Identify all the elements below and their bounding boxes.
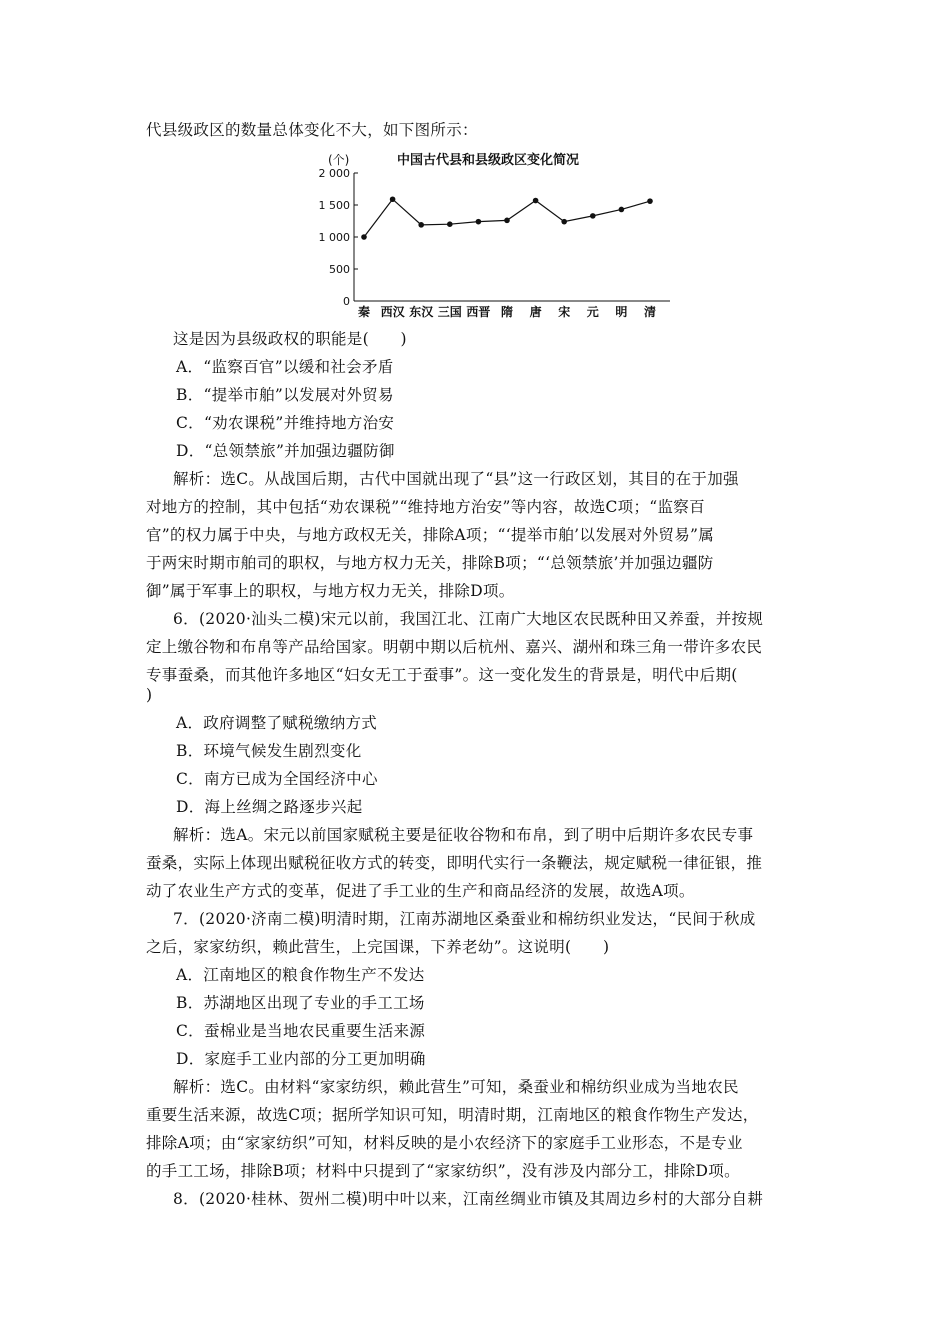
- q5-stem: 这是因为县级政权的职能是( ): [173, 330, 407, 348]
- q5-analysis-line: 解析：选C。从战国后期，古代中国就出现了“县”这一行政区划，其目的在于加强: [173, 470, 739, 488]
- q5-option-b: B．“提举市舶”以发展对外贸易: [176, 386, 394, 404]
- chart-x-tick-label: 宋: [558, 305, 571, 319]
- chart-x-tick-label: 明: [615, 305, 628, 319]
- q6-option-b: B．环境气候发生剧烈变化: [176, 742, 362, 760]
- q6-analysis-line: 蚕桑，实际上体现出赋税征收方式的转变，即明代实行一条鞭法，规定赋税一律征银，推: [146, 854, 763, 872]
- q6-option-d: D．海上丝绸之路逐步兴起: [176, 798, 363, 816]
- q7-analysis-line: 的手工工场，排除B项；材料中只提到了“家家纺织”，没有涉及内部分工，排除D项。: [146, 1162, 740, 1180]
- chart-x-ticks: [357, 304, 656, 319]
- q7-option-d: D．家庭手工业内部的分工更加明确: [176, 1050, 426, 1068]
- chart-title: 中国古代县和县级政区变化简况: [397, 153, 580, 168]
- q5-analysis-line: 御”属于军事上的职权，与地方权力无关，排除D项。: [146, 582, 515, 600]
- q5-analysis-line: 官”的权力属于中央，与地方政权无关，排除A项；“‘提举市舶’以发展对外贸易”属: [146, 526, 715, 544]
- chart-series: [361, 196, 653, 239]
- chart-x-tick-label: 元: [586, 305, 599, 319]
- q6-option-c: C．南方已成为全国经济中心: [176, 770, 378, 788]
- q5-analysis-line: 于两宋时期市舶司的职权，与地方权力无关，排除B项；“‘总领禁旅’并加强边疆防: [146, 554, 714, 572]
- chart-y-tick-label: 0: [343, 295, 350, 308]
- chart-x-tick-label: 西汉: [380, 305, 405, 319]
- q7-stem-line: 之后，家家纺织，赖此营生，上完国课，下养老幼”。这说明( ): [146, 938, 610, 956]
- chart-x-tick-label: 隋: [500, 305, 514, 319]
- q5-analysis-line: 对地方的控制，其中包括“劝农课税”“维持地方治安”等内容，故选C项；“监察百: [146, 498, 705, 516]
- chart-y-tick-label: 1 500: [318, 199, 350, 212]
- q7-option-a: A．江南地区的粮食作物生产不发达: [176, 966, 425, 984]
- chart-data-point: [476, 219, 482, 225]
- q5-option-c: C．“劝农课税”并维持地方治安: [176, 414, 395, 432]
- chart-data-point: [619, 207, 625, 213]
- q6-stem-line: 专事蚕桑，而其他许多地区“妇女无工于蚕事”。这一变化发生的背景是，明代中后期(: [146, 666, 738, 684]
- q7-stem-line: 7．(2020·济南二模)明清时期，江南苏湖地区桑蚕业和棉纺织业发达，“民间于秋成: [173, 910, 756, 928]
- chart-x-tick-label: 西晋: [466, 305, 491, 319]
- q7-analysis-line: 排除A项；由“家家纺织”可知，材料反映的是小农经济下的家庭手工业形态，不是专业: [146, 1134, 743, 1152]
- q8-stem: 8．(2020·桂林、贺州二模)明中叶以来，江南丝绸业市镇及其周边乡村的大部分自耕: [173, 1190, 764, 1208]
- q6-stem-line: 定上缴谷物和布帛等产品给国家。明朝中期以后杭州、嘉兴、湖州和珠三角一带许多农民: [146, 638, 763, 656]
- q5-option-d: D．“总领禁旅”并加强边疆防御: [176, 442, 395, 460]
- q7-option-b: B．苏湖地区出现了专业的手工工场: [176, 994, 425, 1012]
- q6-analysis-line: 解析：选A。宋元以前国家赋税主要是征收谷物和布帛，到了明中后期许多农民专事: [173, 826, 754, 844]
- chart-x-tick-label: 唐: [529, 305, 542, 319]
- q7-analysis-line: 重要生活来源，故选C项；据所学知识可知，明清时期，江南地区的粮食作物生产发达，: [146, 1106, 759, 1124]
- chart-x-tick-label: 东汉: [409, 305, 434, 319]
- chart-data-point: [447, 221, 453, 227]
- chart-x-tick-label: 清: [643, 305, 657, 319]
- chart-y-tick-label: 2 000: [318, 167, 350, 180]
- intro-text: 代县级政区的数量总体变化不大，如下图所示：: [146, 121, 478, 139]
- chart-data-point: [504, 218, 510, 224]
- chart-data-point: [647, 198, 653, 204]
- q7-option-c: C．蚕棉业是当地农民重要生活来源: [176, 1022, 426, 1040]
- chart-data-point: [361, 234, 367, 240]
- chart-data-point: [561, 219, 567, 225]
- chart-y-unit: (个): [328, 153, 350, 167]
- chart-data-point: [533, 198, 539, 204]
- q6-analysis-line: 动了农业生产方式的变革，促进了手工业的生产和商品经济的发展，故选A项。: [146, 882, 695, 900]
- q6-stem-line: 6．(2020·汕头二模)宋元以前，我国江北、江南广大地区农民既种田又养蚕，并按规: [173, 610, 764, 628]
- chart-y-tick-label: 500: [329, 263, 350, 276]
- q6-option-a: A．政府调整了赋税缴纳方式: [176, 714, 378, 732]
- chart-data-point: [390, 196, 396, 202]
- chart-y-tick-label: 1 000: [318, 231, 350, 244]
- county-count-line-chart: [300, 146, 680, 326]
- chart-y-ticks: [319, 167, 359, 308]
- chart-x-tick-label: 三国: [437, 305, 462, 319]
- chart-x-tick-label: 秦: [357, 305, 371, 319]
- chart-axes: [354, 173, 670, 301]
- q5-option-a: A．“监察百官”以缓和社会矛盾: [176, 358, 394, 376]
- q7-analysis-line: 解析：选C。由材料“家家纺织，赖此营生”可知，桑蚕业和棉纺织业成为当地农民: [173, 1078, 739, 1096]
- q6-stem-line: ): [146, 686, 153, 704]
- chart-data-point: [590, 213, 596, 219]
- chart-data-point: [418, 222, 424, 228]
